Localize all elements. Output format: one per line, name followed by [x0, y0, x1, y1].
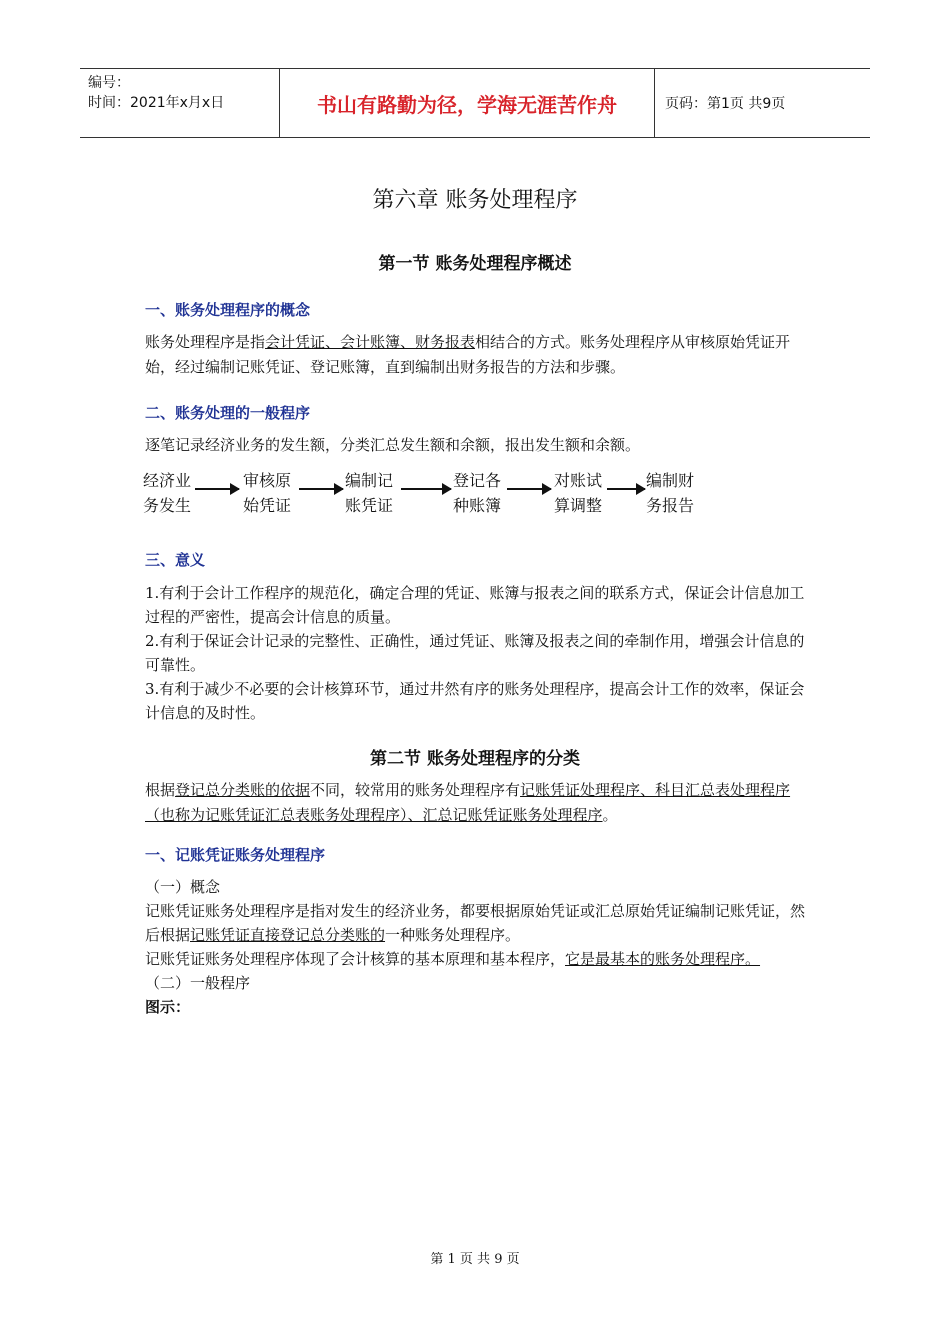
- text: 账务处理程序是指: [145, 333, 266, 351]
- s1-heading-general-procedure: 二、账务处理的一般程序: [145, 404, 311, 422]
- principle-paragraph: [145, 947, 813, 971]
- section1-title: 第一节 账务处理程序概述: [378, 254, 572, 274]
- number-label: 编号：: [88, 75, 130, 91]
- right-arrow-icon: [507, 488, 551, 490]
- flow-node-line: 登记各: [453, 471, 502, 490]
- right-arrow-icon: [401, 488, 451, 490]
- text: 。: [602, 806, 618, 824]
- significance-item: 2.有利于保证会计记录的完整性、正确性，通过凭证、账簿及报表之间的牵制作用，增强会计信息的可靠性。: [145, 632, 805, 674]
- underlined-text: 会计凭证、会计账簿、财务报表: [265, 333, 476, 351]
- flow-node-line: 账凭证: [345, 496, 394, 515]
- flow-node: [453, 468, 511, 518]
- figure-label: 图示：: [145, 998, 191, 1016]
- text: 不同，较常用的账务处理程序有: [310, 781, 521, 799]
- significance-item: 3.有利于减少不必要的会计核算环节，通过井然有序的账务处理程序，提高会计工作的效率，保证会计信息的及时性。: [145, 680, 805, 722]
- flow-node: [554, 468, 612, 518]
- flow-node-line: 编制记: [345, 471, 394, 490]
- flow-node: [345, 468, 403, 518]
- flow-node-line: 经济业: [143, 471, 192, 490]
- page-header: [80, 68, 870, 138]
- definition-paragraph: [145, 899, 813, 947]
- s1-heading-significance: 三、意义: [145, 551, 206, 569]
- flow-node-line: 编制财: [646, 471, 695, 490]
- flow-node-line: 算调整: [554, 496, 603, 515]
- underlined-text: 登记总分类账的依据: [175, 781, 311, 799]
- time-label: 时间：2021年x月x日: [88, 95, 225, 111]
- s2-voucher-body: [145, 875, 813, 1019]
- text: 记账凭证账务处理程序是指对发生的经济业务，都要根据原始凭证或汇总原始凭证编制记账凭证，然后根据: [145, 902, 806, 944]
- procedure-flow-diagram: [143, 468, 703, 520]
- flow-node: [143, 468, 201, 518]
- text: 相结合的方式。账务处理程序从审核原始凭证开始，经过编制记账凭证、登记账簿，直到编制出财务报告的方法和步骤。: [145, 333, 791, 376]
- underlined-text: 它是最基本的账务处理程序。: [565, 950, 761, 968]
- flow-node-line: 务报告: [646, 496, 695, 515]
- flow-node-line: 对账试: [554, 471, 603, 490]
- significance-list: [145, 581, 813, 725]
- right-arrow-icon: [299, 488, 343, 490]
- page-footer: 第 1 页 共 9 页: [430, 1252, 520, 1267]
- header-page-code: 页码：第1页 共9页: [665, 96, 786, 112]
- text: 一种账务处理程序。: [385, 926, 521, 944]
- text: 记账凭证账务处理程序体现了会计核算的基本原理和基本程序，: [145, 950, 566, 968]
- flow-node: [243, 468, 301, 518]
- section2-title: 第二节 账务处理程序的分类: [370, 749, 580, 769]
- right-arrow-icon: [195, 488, 239, 490]
- s1-concept-paragraph: [145, 330, 813, 380]
- flow-node: [646, 468, 704, 518]
- s2-heading-voucher-procedure: 一、记账凭证账务处理程序: [145, 846, 326, 864]
- underlined-text: 记账凭证处理程序、科目汇总表处理程序（也称为记账凭证汇总表账务处理程序）、汇总记账凭证账务处理程序: [145, 781, 791, 824]
- header-meta: [80, 69, 280, 137]
- s1-procedure-paragraph: 逐笔记录经济业务的发生额，分类汇总发生额和余额，报出发生额和余额。: [145, 436, 641, 454]
- right-arrow-icon: [607, 488, 645, 490]
- flow-node-line: 务发生: [143, 496, 192, 515]
- s1-heading-concept: 一、账务处理程序的概念: [145, 301, 311, 319]
- flow-node-line: 审核原: [243, 471, 292, 490]
- significance-item: 1.有利于会计工作程序的规范化，确定合理的凭证、账簿与报表之间的联系方式，保证会计信息加工过程的严密性，提高会计信息的质量。: [145, 584, 805, 626]
- flow-node-line: 种账簿: [453, 496, 502, 515]
- subheading-general-procedure: （二）一般程序: [145, 974, 251, 992]
- flow-node-line: 始凭证: [243, 496, 292, 515]
- header-motto: 书山有路勤为径，学海无涯苦作舟: [280, 69, 655, 137]
- chapter-title: 第六章 账务处理程序: [372, 188, 578, 213]
- subheading-concept: （一）概念: [145, 878, 221, 896]
- text: 根据: [145, 781, 176, 799]
- s2-intro-paragraph: [145, 778, 813, 828]
- underlined-text: 记账凭证直接登记总分类账的: [190, 926, 386, 944]
